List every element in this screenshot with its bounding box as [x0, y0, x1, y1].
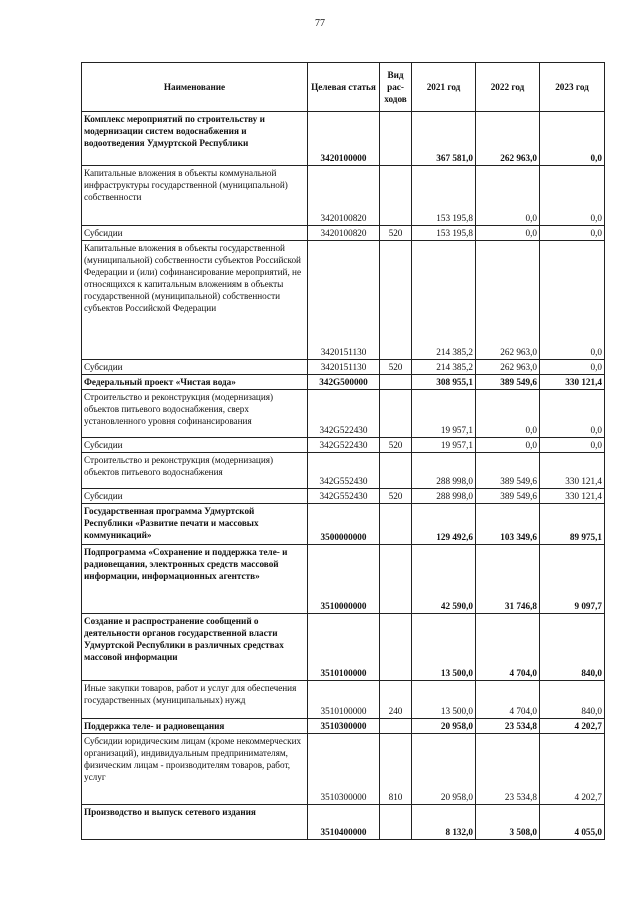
row-exp-type [380, 241, 412, 360]
row-target: 3510100000 [308, 681, 380, 719]
row-value-2023: 0,0 [540, 166, 605, 226]
row-name: Субсидии [82, 360, 308, 375]
row-exp-type [380, 112, 412, 166]
row-value-2021: 288 998,0 [412, 489, 476, 504]
row-value-2021: 13 500,0 [412, 614, 476, 681]
row-value-2021: 19 957,1 [412, 438, 476, 453]
row-name: Субсидии [82, 438, 308, 453]
row-value-2023: 9 097,7 [540, 545, 605, 614]
row-value-2021: 214 385,2 [412, 241, 476, 360]
header-2021: 2021 год [412, 63, 476, 112]
table-row [82, 390, 605, 438]
header-2023: 2023 год [540, 63, 605, 112]
row-name: Субсидии юридическим лицам (кроме некоммерческих организаций), индивидуальным предпринимателям, физическим лицам - производителям товаров, работ, услуг [82, 734, 308, 805]
row-value-2022: 262 963,0 [476, 360, 540, 375]
row-value-2021: 288 998,0 [412, 453, 476, 489]
row-target: 342G522430 [308, 390, 380, 438]
row-value-2021: 153 195,8 [412, 166, 476, 226]
row-value-2023: 4 202,7 [540, 734, 605, 805]
row-value-2022: 262 963,0 [476, 112, 540, 166]
row-value-2021: 13 500,0 [412, 681, 476, 719]
row-value-2021: 20 958,0 [412, 719, 476, 734]
row-exp-type [380, 166, 412, 226]
row-target: 3420100820 [308, 166, 380, 226]
table-row [82, 166, 605, 226]
row-name: Государственная программа Удмуртской Республики «Развитие печати и массовых коммуникаций» [82, 504, 308, 545]
row-name: Иные закупки товаров, работ и услуг для обеспечения государственных (муниципальных) нужд [82, 681, 308, 719]
row-value-2021: 129 492,6 [412, 504, 476, 545]
table-row [82, 112, 605, 166]
row-target: 3510000000 [308, 545, 380, 614]
row-target: 342G552430 [308, 453, 380, 489]
row-value-2022: 3 508,0 [476, 805, 540, 840]
row-name: Капитальные вложения в объекты государственной (муниципальной) собственности субъектов Российской Федерации и (или) софинансирование мероприятий, не относящихся к капитальным вложениям в объекты государственной (муниципальной) собственности субъектов Российской Федерации [82, 241, 308, 360]
row-name: Субсидии [82, 489, 308, 504]
row-target: 3510100000 [308, 614, 380, 681]
row-target: 3420100000 [308, 112, 380, 166]
budget-table [81, 62, 605, 840]
row-exp-type [380, 614, 412, 681]
header-target: Целевая статья [308, 63, 380, 112]
row-exp-type [380, 805, 412, 840]
row-value-2023: 0,0 [540, 112, 605, 166]
row-value-2023: 840,0 [540, 681, 605, 719]
row-name: Капитальные вложения в объекты коммунальной инфраструктуры государственной (муниципальной) собственности [82, 166, 308, 226]
row-name: Подпрограмма «Сохранение и поддержка теле- и радиовещания, электронных средств массовой информации, информационных агентств» [82, 545, 308, 614]
row-target: 3510400000 [308, 805, 380, 840]
row-name: Строительство и реконструкция (модернизация) объектов питьевого водоснабжения [82, 453, 308, 489]
row-value-2022: 31 746,8 [476, 545, 540, 614]
row-target: 342G552430 [308, 489, 380, 504]
row-target: 3420151130 [308, 360, 380, 375]
row-value-2023: 330 121,4 [540, 453, 605, 489]
row-value-2022: 4 704,0 [476, 681, 540, 719]
row-value-2021: 19 957,1 [412, 390, 476, 438]
row-target: 3510300000 [308, 719, 380, 734]
row-value-2022: 4 704,0 [476, 614, 540, 681]
row-name: Федеральный проект «Чистая вода» [82, 375, 308, 390]
row-exp-type [380, 545, 412, 614]
row-exp-type [380, 719, 412, 734]
row-value-2022: 0,0 [476, 390, 540, 438]
row-value-2023: 330 121,4 [540, 375, 605, 390]
row-target: 342G500000 [308, 375, 380, 390]
table-row [82, 681, 605, 719]
page-number: 77 [315, 18, 325, 29]
row-value-2023: 0,0 [540, 438, 605, 453]
row-exp-type: 520 [380, 226, 412, 241]
row-name: Комплекс мероприятий по строительству и модернизации систем водоснабжения и водоотведения Удмуртской Республики [82, 112, 308, 166]
table-row [82, 241, 605, 360]
row-value-2023: 0,0 [540, 390, 605, 438]
table-row [82, 438, 605, 453]
row-target: 3510300000 [308, 734, 380, 805]
row-value-2023: 0,0 [540, 241, 605, 360]
header-exp-type: Вид рас-ходов [380, 63, 412, 112]
row-value-2022: 389 549,6 [476, 489, 540, 504]
header-name: Наименование [82, 63, 308, 112]
header-2022: 2022 год [476, 63, 540, 112]
row-value-2021: 8 132,0 [412, 805, 476, 840]
row-value-2021: 308 955,1 [412, 375, 476, 390]
row-name: Создание и распространение сообщений о деятельности органов государственной власти Удмуртской Республики в различных средствах массовой информации [82, 614, 308, 681]
table-header-row [82, 63, 605, 112]
row-value-2023: 0,0 [540, 226, 605, 241]
table-row [82, 489, 605, 504]
row-value-2023: 89 975,1 [540, 504, 605, 545]
row-exp-type [380, 390, 412, 438]
row-name: Поддержка теле- и радиовещания [82, 719, 308, 734]
table-row [82, 226, 605, 241]
row-target: 3420100820 [308, 226, 380, 241]
row-value-2021: 214 385,2 [412, 360, 476, 375]
table-row [82, 545, 605, 614]
table-row [82, 453, 605, 489]
row-value-2022: 389 549,6 [476, 375, 540, 390]
row-name: Субсидии [82, 226, 308, 241]
row-value-2021: 153 195,8 [412, 226, 476, 241]
row-value-2021: 367 581,0 [412, 112, 476, 166]
row-value-2022: 0,0 [476, 438, 540, 453]
table-row [82, 734, 605, 805]
row-target: 342G522430 [308, 438, 380, 453]
row-value-2022: 103 349,6 [476, 504, 540, 545]
table-row [82, 805, 605, 840]
row-value-2022: 0,0 [476, 166, 540, 226]
row-exp-type: 520 [380, 489, 412, 504]
table-row [82, 360, 605, 375]
row-name: Производство и выпуск сетевого издания [82, 805, 308, 840]
row-exp-type: 520 [380, 438, 412, 453]
row-value-2023: 840,0 [540, 614, 605, 681]
row-value-2022: 23 534,8 [476, 734, 540, 805]
row-target: 3420151130 [308, 241, 380, 360]
row-name: Строительство и реконструкция (модернизация) объектов питьевого водоснабжения, сверх установленного уровня софинансирования [82, 390, 308, 438]
table-row [82, 504, 605, 545]
row-value-2021: 42 590,0 [412, 545, 476, 614]
row-value-2022: 0,0 [476, 226, 540, 241]
row-exp-type [380, 375, 412, 390]
row-value-2022: 262 963,0 [476, 241, 540, 360]
table-row [82, 614, 605, 681]
row-value-2023: 4 202,7 [540, 719, 605, 734]
table-row [82, 719, 605, 734]
row-value-2023: 4 055,0 [540, 805, 605, 840]
row-value-2022: 23 534,8 [476, 719, 540, 734]
row-exp-type [380, 504, 412, 545]
row-value-2023: 330 121,4 [540, 489, 605, 504]
table-row [82, 375, 605, 390]
row-value-2022: 389 549,6 [476, 453, 540, 489]
row-value-2021: 20 958,0 [412, 734, 476, 805]
row-value-2023: 0,0 [540, 360, 605, 375]
row-exp-type: 520 [380, 360, 412, 375]
row-exp-type [380, 453, 412, 489]
row-exp-type: 810 [380, 734, 412, 805]
row-target: 3500000000 [308, 504, 380, 545]
row-exp-type: 240 [380, 681, 412, 719]
